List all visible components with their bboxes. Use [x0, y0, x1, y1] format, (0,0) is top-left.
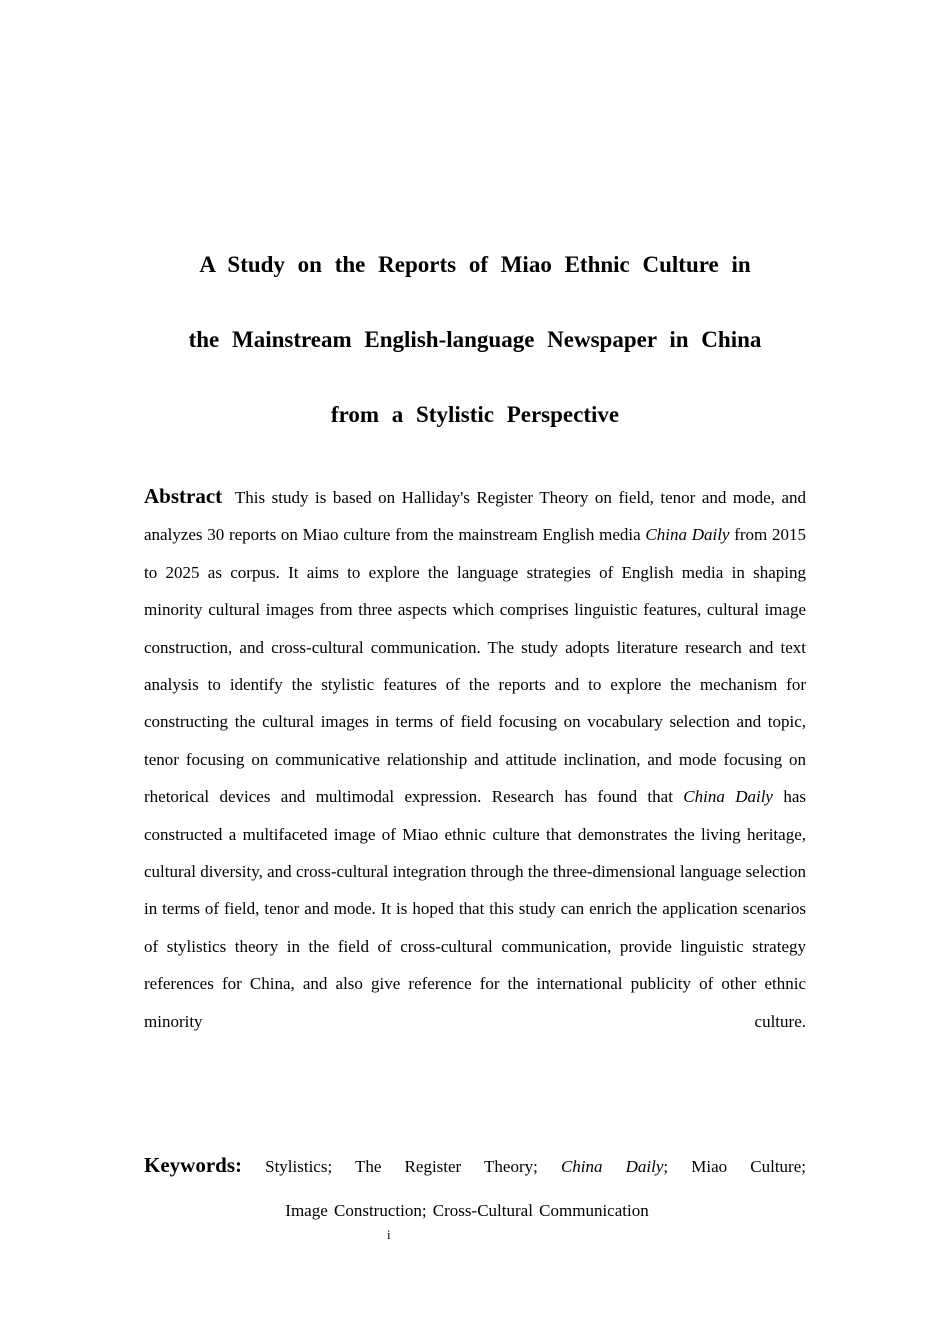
keywords-line-2: Image Construction; Cross-Cultural Communication [285, 1201, 649, 1220]
abstract-italic-china-daily-1: China Daily [645, 525, 730, 545]
keywords-label: Keywords: [144, 1153, 242, 1177]
abstract-text-2: from 2015 to 2025 as corpus. It aims to explore the language strategies of English media in shaping minority cultural images from three aspects which comprises linguistic features, cultural image construction, and cross-cultural communication. The study adopts literature research and text analysis to identify the stylistic features of the reports and to explore the mechanism for constructing the cultural images in terms of field focusing on vocabulary selection and topic, tenor focusing on communicative relationship and attitude inclination, and mode focusing on rhetorical devices and multimodal expression. Research has found that [144, 525, 806, 807]
keywords-text-2: ; Miao Culture; [663, 1157, 806, 1176]
abstract-paragraph [144, 478, 806, 1040]
abstract-label: Abstract [144, 484, 223, 508]
title-line-3: from a Stylistic Perspective [330, 402, 620, 427]
keywords-text-1: Stylistics; The Register Theory; [265, 1157, 561, 1176]
abstract-text-3: has constructed a multifaceted image of Miao ethnic culture that demonstrates the living heritage, cultural diversity, and cross-cultural integration through the three-dimensional language selection in terms of field, tenor and mode. It is hoped that this study can enrich the application scenarios of stylistics theory in the field of cross-cultural communication, provide linguistic strategy references for China, and also give reference for the international publicity of other ethnic minority culture. [144, 787, 806, 1031]
keywords-paragraph [144, 1150, 806, 1182]
keywords-italic-china-daily: China Daily [560, 1157, 664, 1176]
title-line-2: the Mainstream English-language Newspaper in China [188, 327, 762, 352]
abstract-italic-china-daily-2: China Daily [683, 787, 773, 807]
abstract-text-1: This study is based on Halliday's Register Theory on field, tenor and mode, and analyzes 30 reports on Miao culture from the mainstream English media [144, 488, 807, 545]
page-number: i [387, 1227, 391, 1242]
title-line-1: A Study on the Reports of Miao Ethnic Culture in [199, 252, 751, 277]
